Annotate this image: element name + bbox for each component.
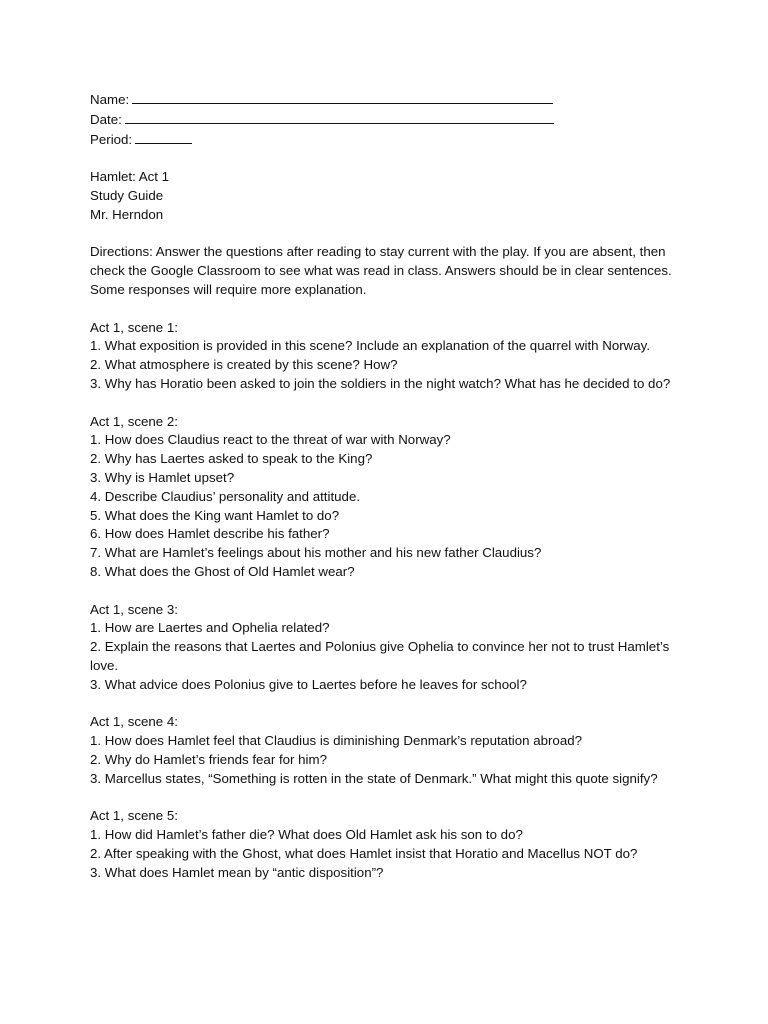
period-field-row [90, 130, 768, 150]
question-item: 8. What does the Ghost of Old Hamlet wear? [90, 563, 355, 579]
question-item: 3. Why has Horatio been asked to join the soldiers in the night watch? What has he decided to do? [90, 375, 671, 391]
spacer [90, 149, 768, 168]
spacer [90, 582, 768, 601]
teacher-name: Mr. Herndon [90, 206, 164, 222]
period-blank-line[interactable] [135, 130, 192, 144]
question-item: 6. How does Hamlet describe his father? [90, 526, 330, 542]
question-item: 4. Describe Claudius’ personality and attitude. [90, 488, 361, 504]
name-field-row [90, 90, 768, 110]
spacer [90, 300, 768, 319]
question-item: 1. How are Laertes and Ophelia related? [90, 620, 330, 636]
section-heading-scene-3: Act 1, scene 3: [90, 601, 178, 617]
question-item: 2. Explain the reasons that Laertes and Polonius give Ophelia to convince her not to trust Hamlet’s love. [90, 639, 670, 673]
question-item: 2. Why do Hamlet’s friends fear for him? [90, 751, 327, 767]
question-item: 1. What exposition is provided in this scene? Include an explanation of the quarrel with Norway. [90, 338, 651, 354]
question-item: 3. Marcellus states, “Something is rotten in the state of Denmark.” What might this quote signify? [90, 770, 658, 786]
question-item: 2. Why has Laertes asked to speak to the King? [90, 451, 373, 467]
section-heading-scene-5: Act 1, scene 5: [90, 808, 178, 824]
name-blank-line[interactable] [132, 90, 553, 104]
document-subtitle: Study Guide [90, 187, 164, 203]
question-item: 3. Why is Hamlet upset? [90, 469, 235, 485]
spacer [90, 225, 768, 244]
question-item: 3. What advice does Polonius give to Laertes before he leaves for school? [90, 676, 527, 692]
question-item: 2. What atmosphere is created by this scene? How? [90, 357, 398, 373]
question-item: 3. What does Hamlet mean by “antic disposition”? [90, 864, 384, 880]
question-item: 7. What are Hamlet’s feelings about his mother and his new father Claudius? [90, 545, 542, 561]
spacer [90, 695, 768, 714]
section-heading-scene-4: Act 1, scene 4: [90, 714, 178, 730]
question-item: 1. How does Claudius react to the threat of war with Norway? [90, 432, 451, 448]
question-item: 2. After speaking with the Ghost, what does Hamlet insist that Horatio and Macellus NOT do? [90, 845, 638, 861]
spacer [90, 394, 768, 413]
date-blank-line[interactable] [125, 110, 554, 124]
name-label: Name: [90, 92, 130, 107]
section-heading-scene-2: Act 1, scene 2: [90, 413, 178, 429]
period-label: Period: [90, 131, 133, 147]
section-heading-scene-1: Act 1, scene 1: [90, 319, 178, 335]
date-field-row [90, 110, 768, 130]
date-label: Date: [90, 111, 122, 127]
question-item: 1. How does Hamlet feel that Claudius is diminishing Denmark’s reputation abroad? [90, 733, 582, 749]
document-title: Hamlet: Act 1 [90, 169, 170, 185]
question-item: 1. How did Hamlet’s father die? What does Old Hamlet ask his son to do? [90, 827, 523, 843]
spacer [90, 788, 768, 807]
question-item: 5. What does the King want Hamlet to do? [90, 507, 340, 523]
directions-paragraph: Directions: Answer the questions after reading to stay current with the play. If you are absent, then check the Google Classroom to see what was read in class. Answers should be in clear sentences. Some responses will require more explanation. [90, 244, 672, 297]
